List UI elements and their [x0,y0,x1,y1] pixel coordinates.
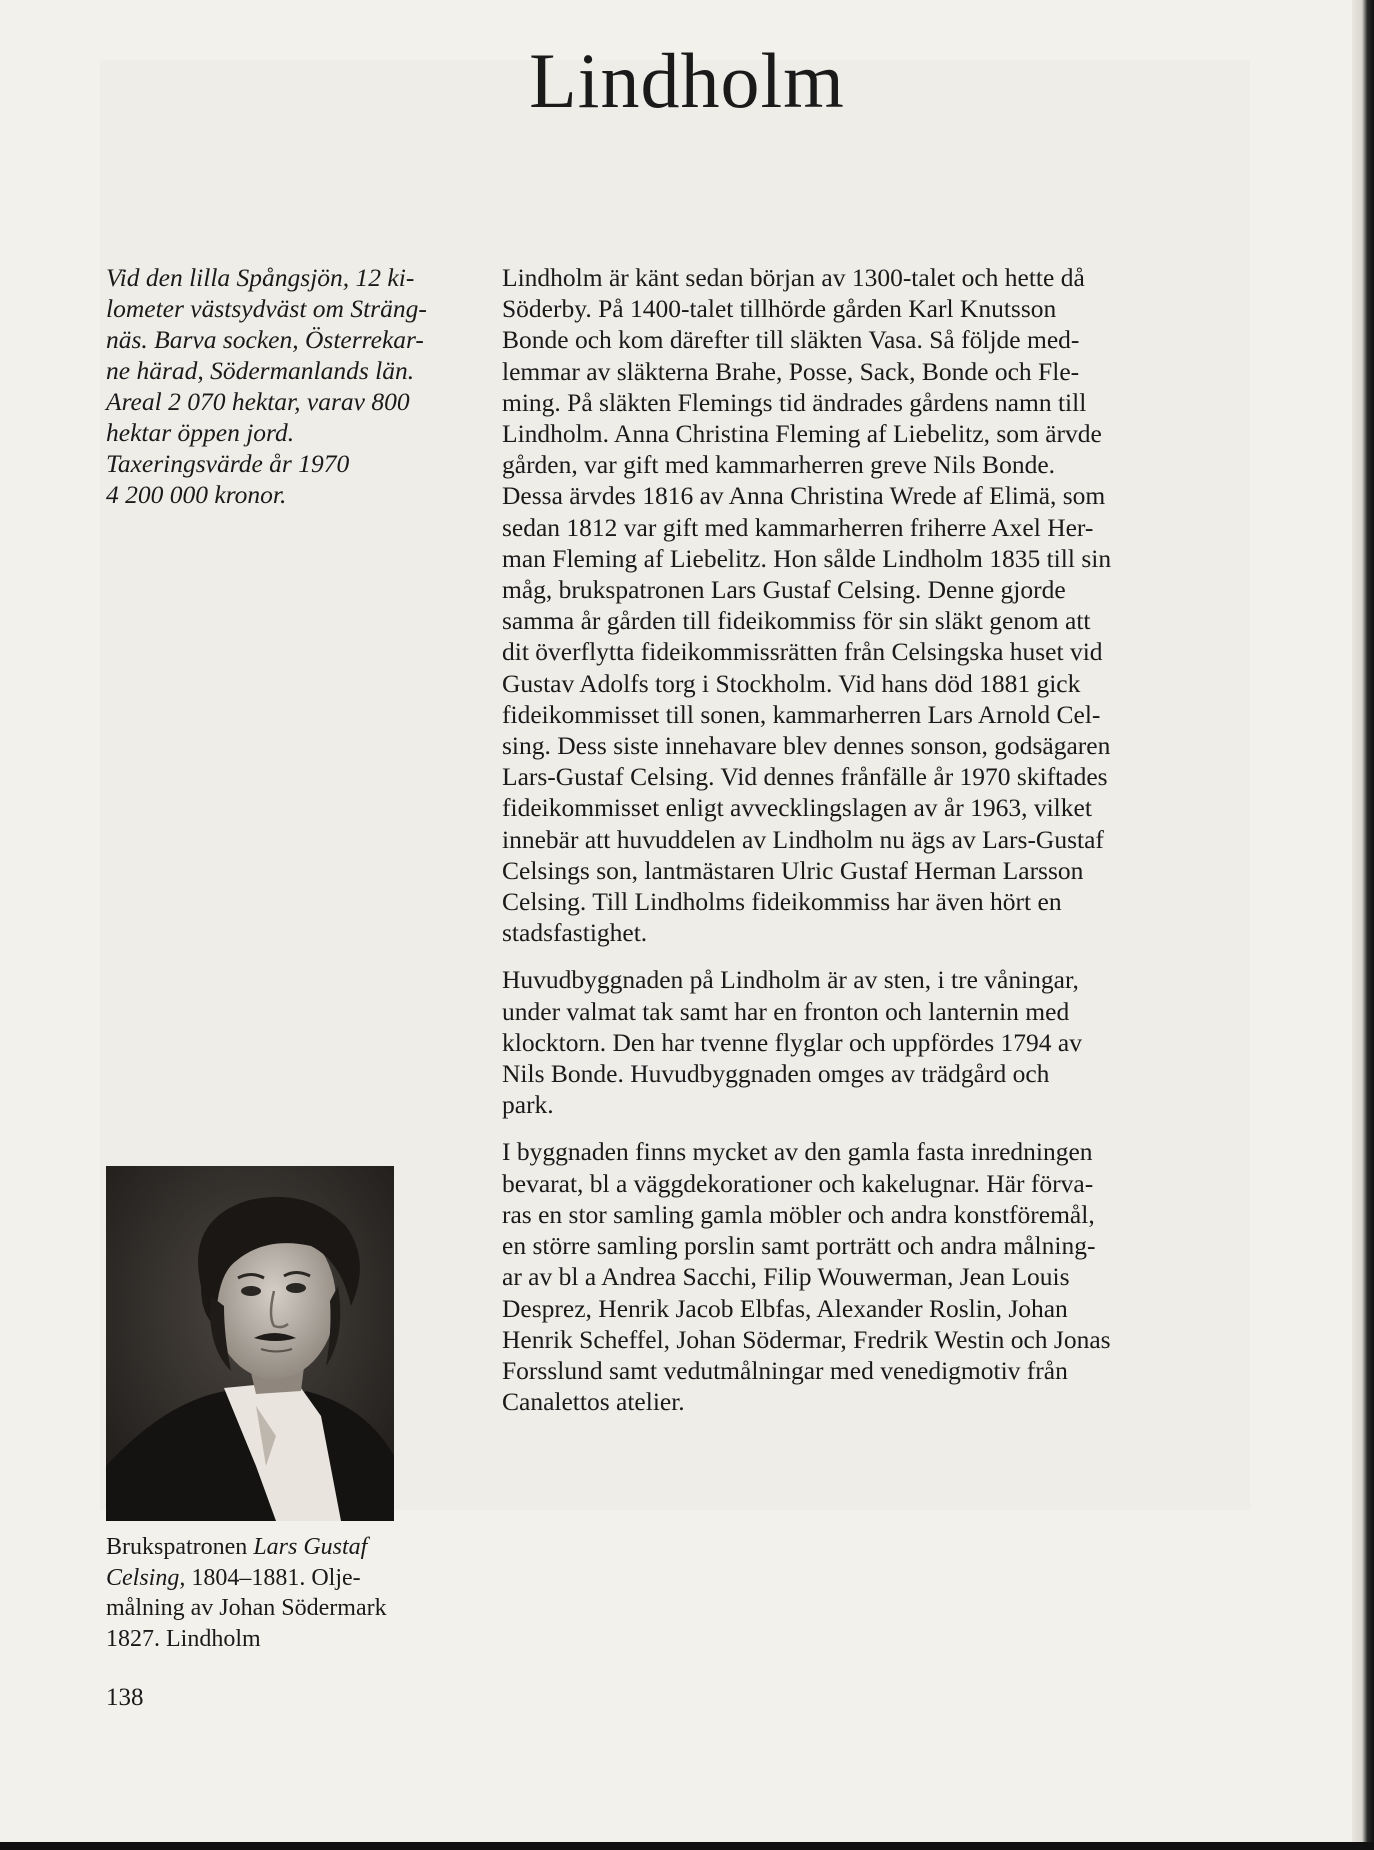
text-line: stadsfastighet. [502,918,648,948]
text-line: Huvudbyggnaden på Lindholm är av sten, i tre våningar, [502,965,1079,995]
estate-facts [106,262,474,510]
caption-line: 1827. Lindholm [106,1625,261,1652]
text-line: ming. På släkten Flemings tid ändrades gårdens namn till [502,387,1087,417]
text-line: Desprez, Henrik Jacob Elbfas, Alexander Roslin, Johan [502,1293,1068,1323]
portrait-illustration [106,1166,394,1521]
text-line: Nils Bonde. Huvudbyggnaden omges av trädgård och [502,1059,1050,1089]
text-line: park. [502,1090,554,1120]
building-paragraph [502,964,1232,1120]
text-line: samma år gården till fideikommiss för sin släkt genom att [502,606,1091,636]
interior-paragraph [502,1136,1232,1417]
text-line: gården, var gift med kammarherren greve Nils Bonde. [502,450,1056,480]
caption-line [106,1532,446,1563]
text-line: Celsings son, lantmästaren Ulric Gustaf Herman Larsson [502,855,1084,885]
text-line: Dessa ärvdes 1816 av Anna Christina Wrede af Elimä, som [502,481,1106,511]
caption-text: 1804–1881. Olje- [185,1564,361,1591]
estate-facts-line: Taxeringsvärde år 1970 [106,449,350,478]
page-number: 138 [106,1684,144,1711]
text-line: Forsslund samt vedutmålningar med venedigmotiv från [502,1355,1068,1385]
caption-line: målning av Johan Södermark [106,1595,387,1621]
text-line: sing. Dess siste innehavare blev dennes sonson, godsägaren [502,731,1111,761]
text-line: fideikommisset till sonen, kammarherren Lars Arnold Cel- [502,699,1101,729]
caption-name: Celsing, [106,1564,186,1591]
estate-facts-line: 4 200 000 kronor. [106,480,287,509]
caption-name: Lars Gustaf [253,1534,368,1560]
text-line: Bonde och kom därefter till släkten Vasa. Så följde med- [502,325,1080,355]
text-line: en större samling porslin samt porträtt och andra målning- [502,1231,1096,1261]
text-line: Lars-Gustaf Celsing. Vid dennes frånfälle år 1970 skiftades [502,762,1108,792]
caption-line [106,1563,446,1594]
text-line: Celsing. Till Lindholms fideikommiss har även hört en [502,887,1062,917]
estate-facts-line: lometer västsydväst om Sträng- [106,294,427,323]
text-line: ras en stor samling gamla möbler och andra konstföremål, [502,1199,1095,1229]
text-line: under valmat tak samt har en fronton och lanternin med [502,996,1070,1026]
portrait-caption [106,1532,446,1654]
page-title: Lindholm [529,37,845,124]
bottom-edge [0,1842,1374,1850]
text-line: man Fleming af Liebelitz. Hon sålde Lindholm 1835 till sin [502,543,1112,573]
text-line: Gustav Adolfs torg i Stockholm. Vid hans död 1881 gick [502,668,1081,698]
text-line: Canalettos atelier. [502,1387,685,1417]
text-line: ar av bl a Andrea Sacchi, Filip Wouwerman, Jean Louis [502,1262,1070,1292]
text-line: måg, brukspatronen Lars Gustaf Celsing. Denne gjorde [502,575,1066,605]
text-line: dit överflytta fideikommissrätten från Celsingska huset vid [502,637,1103,667]
estate-facts-line: hektar öppen jord. [106,418,295,447]
text-line: Lindholm. Anna Christina Fleming af Liebelitz, som ärvde [502,419,1102,449]
text-line: Lindholm är känt sedan början av 1300-talet och hette då [502,263,1085,292]
text-line: Henrik Scheffel, Johan Södermar, Fredrik Westin och Jonas [502,1324,1111,1354]
history-paragraph [502,262,1232,948]
text-line: bevarat, bl a väggdekorationer och kakelugnar. Här förva- [502,1168,1094,1198]
text-line: I byggnaden finns mycket av den gamla fasta inredningen [502,1137,1093,1167]
text-line: sedan 1812 var gift med kammarherren friherre Axel Her- [502,512,1094,542]
text-line: Söderby. På 1400-talet tillhörde gården Karl Knutsson [502,294,1057,324]
page-edge-shadow [1352,0,1374,1850]
estate-facts-line: näs. Barva socken, Österrekar- [106,325,424,354]
caption-text: Brukspatronen [106,1534,254,1560]
estate-facts-line: Vid den lilla Spångsjön, 12 ki- [106,263,415,292]
text-line: innebär att huvuddelen av Lindholm nu ägs av Lars-Gustaf [502,824,1104,854]
estate-facts-line: ne härad, Södermanlands län. [106,356,415,385]
text-line: klocktorn. Den har tvenne flyglar och uppfördes 1794 av [502,1027,1082,1057]
text-line: lemmar av släkterna Brahe, Posse, Sack, Bonde och Fle- [502,356,1080,386]
estate-facts-line: Areal 2 070 hektar, varav 800 [106,387,410,416]
portrait-image [106,1166,394,1521]
body-text [502,262,1232,1433]
text-line: fideikommisset enligt avvecklingslagen av år 1963, vilket [502,793,1092,823]
